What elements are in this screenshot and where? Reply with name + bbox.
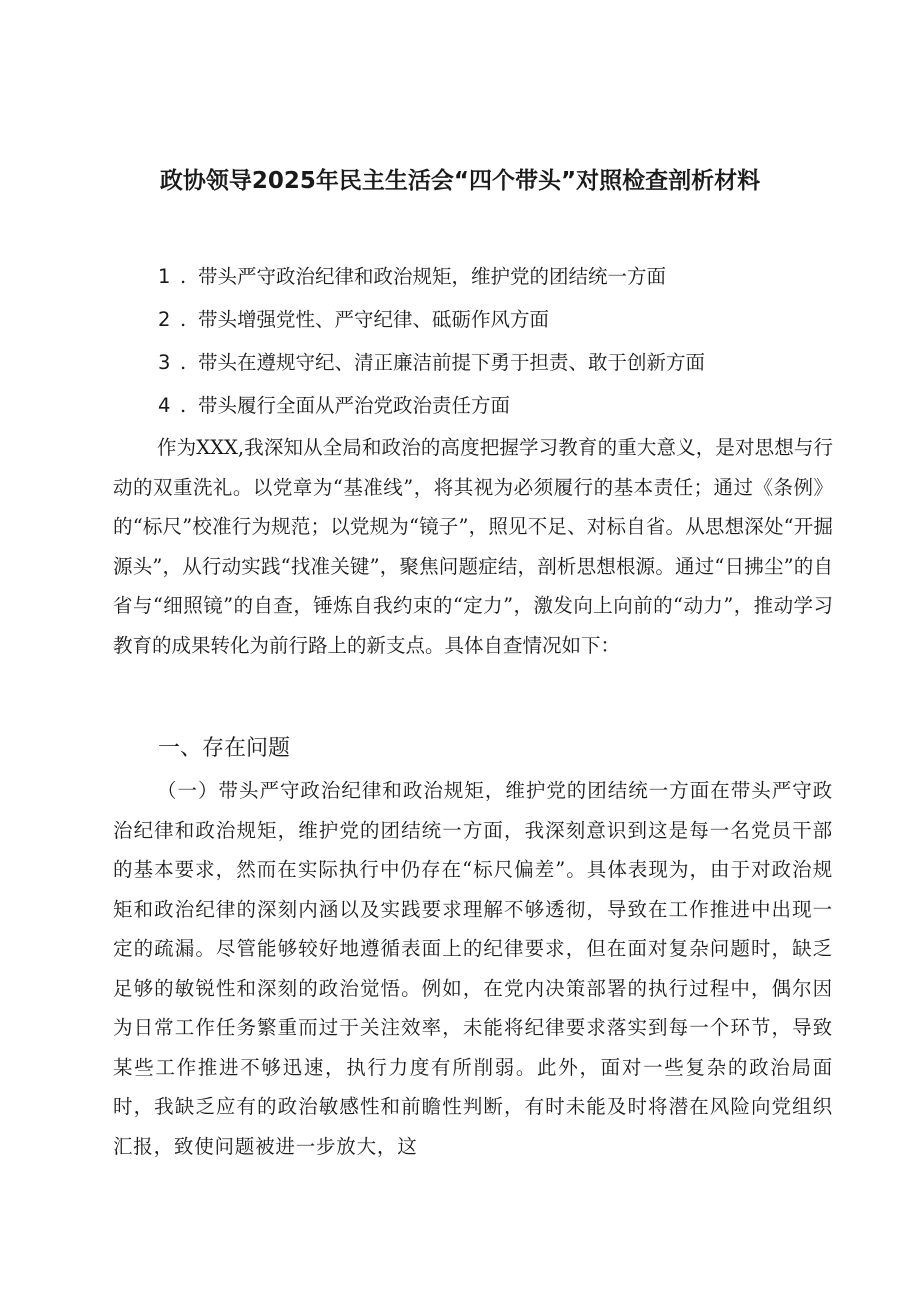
toc-item-text: 带头增强党性、严守纪律、砥砺作风方面 [198,308,550,331]
toc-item-separator: . [180,351,187,374]
section-heading: 一、存在问题 [158,736,291,761]
toc-item [158,348,838,391]
toc-item-separator: . [180,265,187,288]
toc-item-number: 3 [158,351,171,374]
toc-item-text: 带头履行全面从严治党政治责任方面 [198,394,511,417]
toc-item-number: 2 [158,308,171,331]
toc-item-separator: . [180,394,187,417]
document-title: 政协领导2025年民主生活会“四个带头”对照检查剖析材料 [159,168,761,194]
toc-item-text: 带头严守政治纪律和政治规矩，维护党的团结统一方面 [198,265,667,288]
toc-list [158,262,838,434]
toc-item-number: 1 [158,265,171,288]
toc-item [158,305,838,348]
toc-item-separator: . [180,308,187,331]
body-paragraph: （一）带头严守政治纪律和政治规矩，维护党的团结统一方面在带头严守政治纪律和政治规矩，维护党的团结统一方面，我深刻意识到这是每一名党员干部的基本要求，然而在实际执行中仍存在“标尺偏差”。具体表现为，由于对政治规矩和政治纪律的深刻内涵以及实践要求理解不够透彻，导致在工作推进中出现一定的疏漏。尽管能够较好地遵循表面上的纪律要求，但在面对复杂问题时，缺乏足够的敏锐性和深刻的政治觉悟。例如，在党内决策部署的执行过程中，偶尔因为日常工作任务繁重而过于关注效率，未能将纪律要求落实到每一个环节，导致某些工作推进不够迅速，执行力度有所削弱。此外，面对一些复杂的政治局面时，我缺乏应有的政治敏感性和前瞻性判断，有时未能及时将潜在风险向党组织汇报，致使问题被进一步放大，这 [113,779,833,1158]
toc-item-text: 带头在遵规守纪、清正廉洁前提下勇于担责、敢于创新方面 [198,351,706,374]
toc-item [158,262,838,305]
toc-item-number: 4 [158,394,171,417]
intro-paragraph: 作为XXX,我深知从全局和政治的高度把握学习教育的重大意义，是对思想与行动的双重洗礼。以党章为“基准线”，将其视为必须履行的基本责任；通过《条例》的“标尺”校准行为规范；以党规为“镜子”，照见不足、对标自省。从思想深处“开掘源头”，从行动实践“找准关键”，聚焦问题症结，剖析思想根源。通过“日拂尘”的自省与“细照镜”的自查，锤炼自我约束的“定力”，激发向上向前的“动力”，推动学习教育的成果转化为前行路上的新支点。具体自查情况如下： [113,436,833,657]
